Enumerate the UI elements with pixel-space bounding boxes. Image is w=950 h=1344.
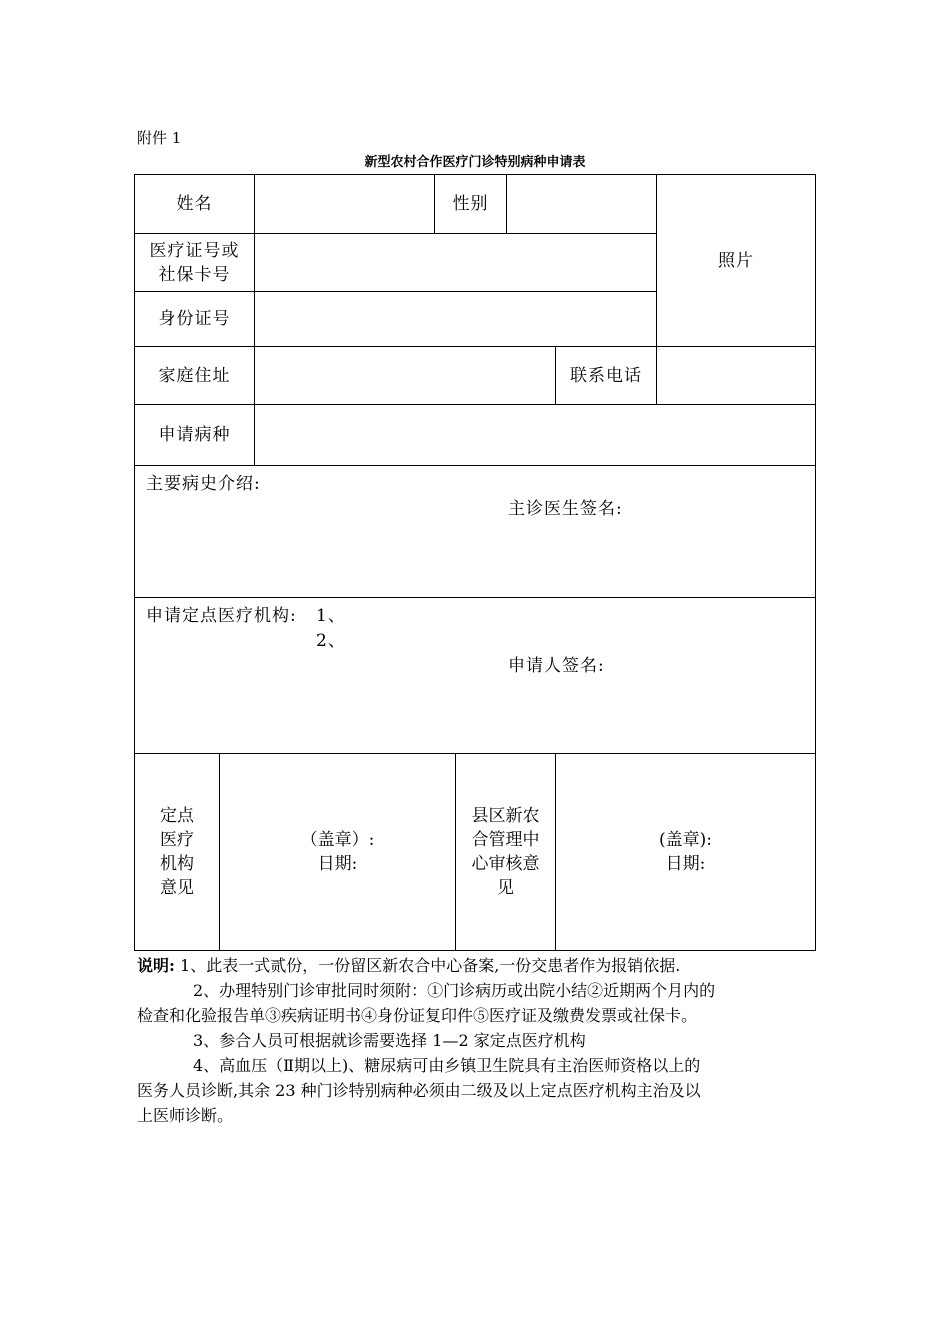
note-4-line3: 上医师诊断。 (137, 1106, 234, 1125)
note-1 (137, 953, 815, 978)
id-number-field[interactable] (255, 292, 656, 346)
opinion-left-line2: 医疗 (160, 830, 194, 850)
photo-label: 照片 (718, 250, 754, 271)
card-label-line1: 医疗证号或 (149, 240, 240, 261)
address-label: 家庭住址 (158, 365, 231, 386)
note-3: 3、参合人员可根据就诊需要选择 1—2 家定点医疗机构 (193, 1031, 586, 1050)
doctor-signature-label: 主诊医生签名: (508, 499, 623, 519)
date-left-label: 日期: (317, 854, 358, 874)
county-review-field[interactable] (556, 754, 815, 950)
seal-left-label: （盖章）: (300, 830, 375, 850)
disease-field[interactable] (255, 405, 815, 465)
card-number-label (135, 234, 254, 291)
institution-item-1: 1、 (316, 606, 346, 626)
review-line4: 见 (497, 878, 514, 898)
phone-field[interactable] (657, 347, 815, 404)
opinion-left-line4: 意见 (160, 878, 194, 898)
review-line1: 县区新农 (471, 806, 540, 826)
form-title: 新型农村合作医疗门诊特别病种申请表 (364, 155, 586, 170)
review-line2: 合管理中 (471, 830, 540, 850)
photo-box[interactable] (657, 175, 815, 346)
id-number-label: 身份证号 (158, 309, 231, 329)
name-field[interactable] (255, 175, 434, 233)
notes-heading: 说明: (137, 956, 175, 975)
note-4-line2: 医务人员诊断,其余 23 种门诊特别病种必须由二级及以上定点医疗机构主治及以 (137, 1081, 701, 1100)
note-1-text: 1、此表一式贰份，一份留区新农合中心备案,一份交患者作为报销依据. (180, 956, 681, 975)
note-2-line2: 检查和化验报告单③疾病证明书④身份证复印件⑤医疗证及缴费发票或社保卡。 (137, 1006, 698, 1025)
disease-label: 申请病种 (158, 425, 231, 445)
opinion-left-line3: 机构 (160, 854, 194, 874)
note-4-line1: 4、高血压（Ⅱ期以上)、糖尿病可由乡镇卫生院具有主治医师资格以上的 (193, 1056, 701, 1075)
institution-opinion-label (135, 754, 219, 950)
opinion-left-line1: 定点 (160, 806, 194, 826)
card-number-field[interactable] (255, 234, 656, 291)
institution-label: 申请定点医疗机构: (146, 606, 297, 626)
gender-label: 性别 (452, 194, 489, 214)
card-label-line2: 社保卡号 (158, 264, 231, 285)
address-field[interactable] (255, 347, 555, 404)
seal-right-label: (盖章): (659, 830, 712, 850)
note-2-line1: 2、办理特别门诊审批同时须附：①门诊病历或出院小结②近期两个月内的 (193, 981, 716, 1000)
county-review-label (456, 754, 555, 950)
notes-section (137, 953, 815, 1128)
name-label: 姓名 (176, 194, 213, 214)
attachment-label: 附件 1 (137, 129, 182, 147)
date-right-label: 日期: (665, 854, 706, 874)
institution-item-2: 2、 (316, 631, 346, 651)
gender-field[interactable] (507, 175, 656, 233)
applicant-signature-label: 申请人签名: (508, 656, 605, 676)
phone-label: 联系电话 (570, 365, 642, 386)
history-label: 主要病史介绍: (146, 474, 261, 494)
institution-opinion-field[interactable] (220, 754, 455, 950)
review-line3: 心审核意 (471, 854, 540, 874)
